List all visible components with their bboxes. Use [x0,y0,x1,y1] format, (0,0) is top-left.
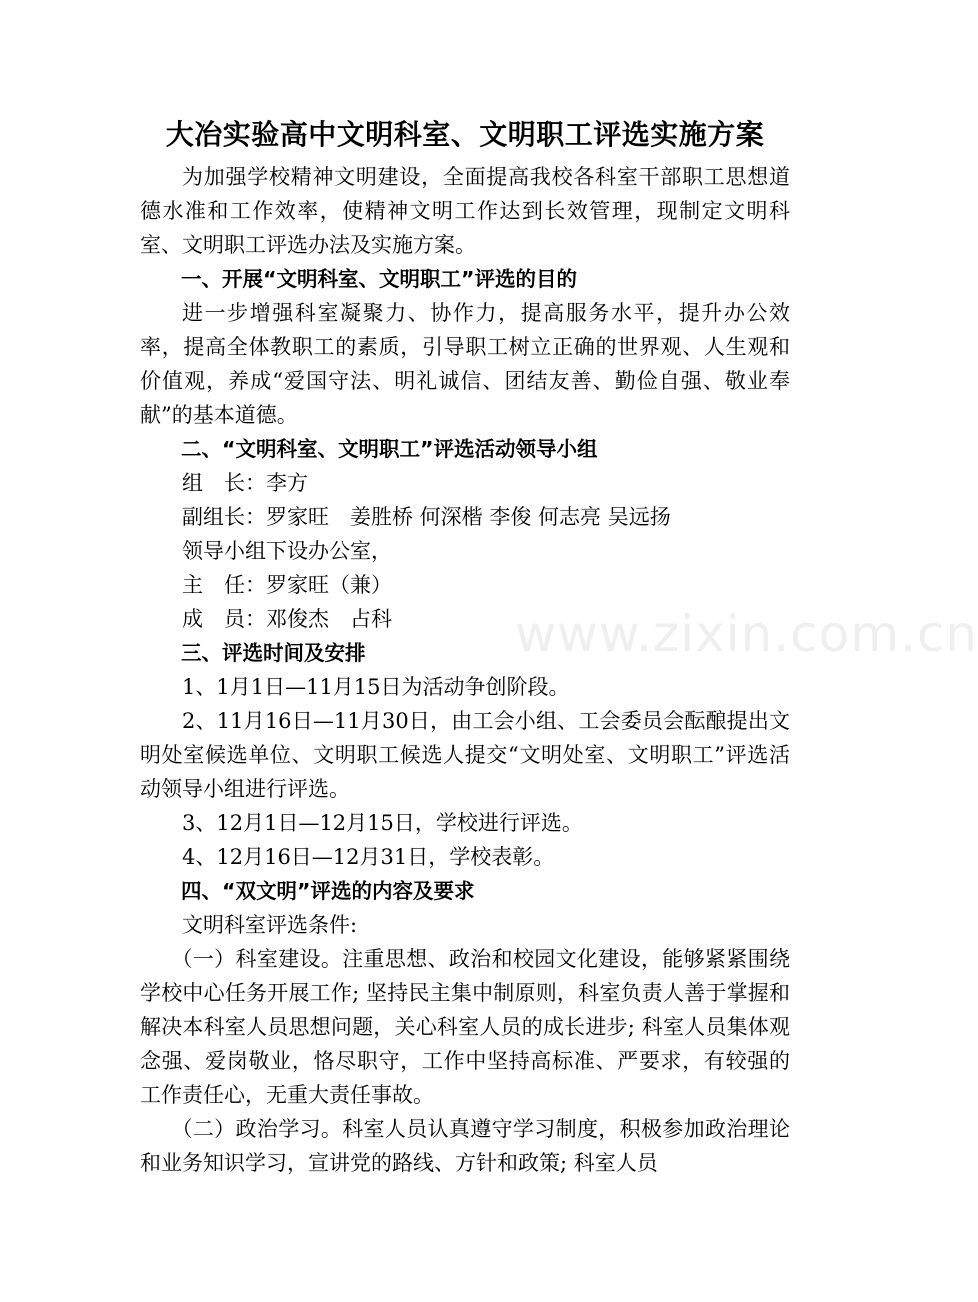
criteria-item-1: （一）科室建设。注重思想、政治和校园文化建设，能够紧紧围绕学校中心任务开展工作; 坚持民主集中制原则，科室负责人善于掌握和解决本科室人员思想问题，关心科室人员的成长进步; 科室人员集体观念强、爱岗敬业，恪尽职守，工作中坚持高标准、严要求，有较强的工作责任心，无重大责任事故。 [140,947,790,1107]
document-title: 大冶实验高中文明科室、文明职工评选实施方案 [165,118,765,151]
group-office: 领导小组下设办公室， [182,539,392,563]
section4-subheading: 文明科室评选条件: [182,913,358,937]
office-director: 主 任：罗家旺（兼） [182,573,392,597]
criteria-item-2: （二）政治学习。科室人员认真遵守学习制度，积极参加政治理论和业务知识学习，宣讲党的路线、方针和政策; 科室人员 [140,1117,790,1175]
intro-paragraph: 为加强学校精神文明建设，全面提高我校各科室干部职工思想道德水准和工作效率，使精神文明工作达到长效管理，现制定文明科室、文明职工评选办法及实施方案。 [140,165,790,257]
section3-heading: 三、评选时间及安排 [181,641,366,665]
group-leader: 组 长：李方 [182,471,308,495]
section2-heading: 二、“文明科室、文明职工”评选活动领导小组 [181,437,598,461]
office-members: 成 员：邓俊杰 占科 [182,607,392,631]
section1-heading: 一、开展“文明科室、文明职工”评选的目的 [181,267,577,291]
schedule-item: 2、11月16日—11月30日，由工会小组、工会委员会酝酿提出文明处室候选单位、文明职工候选人提交“文明处室、文明职工”评选活动领导小组进行评选。 [140,709,790,801]
document-page [140,112,790,1180]
watermark: www.zixin.com.cn [515,605,978,663]
group-deputy: 副组长：罗家旺 姜胜桥 何深楷 李俊 何志亮 吴远扬 [182,505,671,529]
schedule-item: 4、12月16日—12月31日，学校表彰。 [182,845,555,869]
schedule-item: 1、1月1日—11月15日为活动争创阶段。 [182,675,570,699]
section4-heading: 四、“双文明”评选的内容及要求 [181,879,475,903]
section1-text: 进一步增强科室凝聚力、协作力，提高服务水平，提升办公效率，提高全体教职工的素质，引导职工树立正确的世界观、人生观和价值观，养成“爱国守法、明礼诚信、团结友善、勤俭自强、敬业奉献”的基本道德。 [140,301,790,427]
schedule-item: 3、12月1日—12月15日，学校进行评选。 [182,811,583,835]
